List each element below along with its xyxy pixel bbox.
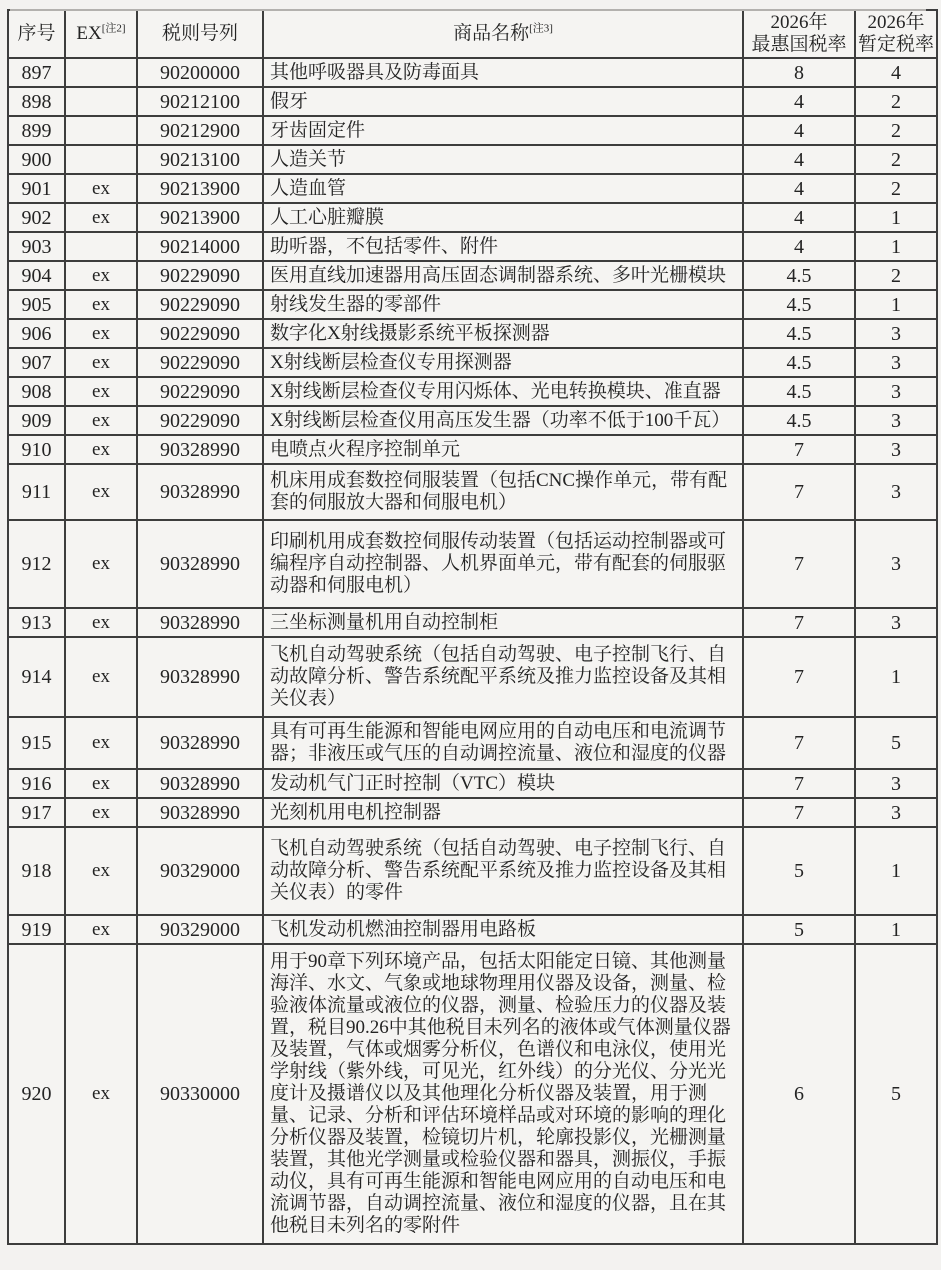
col-header-tariff-code bbox=[137, 10, 263, 58]
table-row bbox=[8, 827, 937, 915]
col-header-product-name-footnote: [注3] bbox=[529, 22, 553, 35]
row-serial: 912 bbox=[8, 520, 65, 608]
row-serial: 911 bbox=[8, 464, 65, 520]
table-row bbox=[8, 798, 937, 827]
table-row bbox=[8, 87, 937, 116]
row-ex-flag: ex bbox=[65, 717, 137, 769]
row-ex-flag bbox=[65, 87, 137, 116]
row-mfn-rate: 4 bbox=[743, 116, 855, 145]
row-mfn-rate: 7 bbox=[743, 464, 855, 520]
row-tariff-code: 90229090 bbox=[137, 290, 263, 319]
row-serial: 918 bbox=[8, 827, 65, 915]
row-ex-flag: ex bbox=[65, 608, 137, 637]
row-provisional-rate: 4 bbox=[855, 58, 937, 87]
row-tariff-code: 90213900 bbox=[137, 174, 263, 203]
row-tariff-code: 90214000 bbox=[137, 232, 263, 261]
table-row bbox=[8, 319, 937, 348]
row-ex-flag: ex bbox=[65, 915, 137, 944]
row-tariff-code: 90229090 bbox=[137, 406, 263, 435]
table-row bbox=[8, 377, 937, 406]
row-product-name: 机床用成套数控伺服装置（包括CNC操作单元，带有配套的伺服放大器和伺服电机） bbox=[263, 464, 743, 520]
row-serial: 907 bbox=[8, 348, 65, 377]
table-row bbox=[8, 769, 937, 798]
row-tariff-code: 90213900 bbox=[137, 203, 263, 232]
row-mfn-rate: 4 bbox=[743, 203, 855, 232]
row-product-name: 人造关节 bbox=[263, 145, 743, 174]
col-header-provisional-label: 暂定税率 bbox=[858, 34, 935, 55]
row-tariff-code: 90328990 bbox=[137, 769, 263, 798]
row-tariff-code: 90328990 bbox=[137, 637, 263, 717]
row-provisional-rate: 1 bbox=[855, 290, 937, 319]
row-mfn-rate: 5 bbox=[743, 915, 855, 944]
row-mfn-rate: 7 bbox=[743, 798, 855, 827]
table-row bbox=[8, 203, 937, 232]
row-product-name: 三坐标测量机用自动控制柜 bbox=[263, 608, 743, 637]
row-mfn-rate: 4 bbox=[743, 145, 855, 174]
row-product-name: 发动机气门正时控制（VTC）模块 bbox=[263, 769, 743, 798]
row-serial: 901 bbox=[8, 174, 65, 203]
row-product-name: 牙齿固定件 bbox=[263, 116, 743, 145]
col-header-mfn-rate bbox=[743, 10, 855, 58]
row-ex-flag: ex bbox=[65, 827, 137, 915]
row-provisional-rate: 3 bbox=[855, 406, 937, 435]
row-mfn-rate: 8 bbox=[743, 58, 855, 87]
row-product-name: 其他呼吸器具及防毒面具 bbox=[263, 58, 743, 87]
row-provisional-rate: 5 bbox=[855, 944, 937, 1244]
row-provisional-rate: 3 bbox=[855, 319, 937, 348]
row-serial: 915 bbox=[8, 717, 65, 769]
row-tariff-code: 90328990 bbox=[137, 608, 263, 637]
col-header-serial bbox=[8, 10, 65, 58]
row-ex-flag: ex bbox=[65, 769, 137, 798]
col-header-tariff-code-label: 税则号列 bbox=[161, 23, 238, 44]
row-ex-flag: ex bbox=[65, 174, 137, 203]
row-serial: 897 bbox=[8, 58, 65, 87]
row-serial: 902 bbox=[8, 203, 65, 232]
row-mfn-rate: 7 bbox=[743, 637, 855, 717]
row-product-name: 助听器，不包括零件、附件 bbox=[263, 232, 743, 261]
row-ex-flag: ex bbox=[65, 261, 137, 290]
col-header-ex bbox=[65, 10, 137, 58]
table-header-row bbox=[8, 10, 937, 58]
row-mfn-rate: 4.5 bbox=[743, 290, 855, 319]
col-header-mfn-label: 最惠国税率 bbox=[751, 34, 847, 55]
row-provisional-rate: 2 bbox=[855, 116, 937, 145]
row-serial: 908 bbox=[8, 377, 65, 406]
row-provisional-rate: 3 bbox=[855, 608, 937, 637]
row-mfn-rate: 4.5 bbox=[743, 319, 855, 348]
row-mfn-rate: 7 bbox=[743, 769, 855, 798]
row-mfn-rate: 6 bbox=[743, 944, 855, 1244]
row-product-name: 飞机自动驾驶系统（包括自动驾驶、电子控制飞行、自动故障分析、警告系统配平系统及推力监控设备及其相关仪表） bbox=[263, 637, 743, 717]
row-mfn-rate: 7 bbox=[743, 520, 855, 608]
row-mfn-rate: 7 bbox=[743, 608, 855, 637]
row-product-name: 射线发生器的零部件 bbox=[263, 290, 743, 319]
table-row bbox=[8, 608, 937, 637]
row-tariff-code: 90229090 bbox=[137, 377, 263, 406]
row-ex-flag: ex bbox=[65, 464, 137, 520]
row-provisional-rate: 1 bbox=[855, 915, 937, 944]
row-product-name: 具有可再生能源和智能电网应用的自动电压和电流调节器；非液压或气压的自动调控流量、液位和湿度的仪器 bbox=[263, 717, 743, 769]
row-provisional-rate: 3 bbox=[855, 348, 937, 377]
row-mfn-rate: 4 bbox=[743, 232, 855, 261]
page-top-rule bbox=[10, 9, 926, 11]
row-provisional-rate: 3 bbox=[855, 769, 937, 798]
tariff-rate-table bbox=[7, 9, 938, 1245]
row-provisional-rate: 2 bbox=[855, 145, 937, 174]
col-header-product-name-label: 商品名称 bbox=[453, 23, 530, 44]
row-ex-flag: ex bbox=[65, 377, 137, 406]
row-tariff-code: 90328990 bbox=[137, 435, 263, 464]
table-row bbox=[8, 290, 937, 319]
row-product-name: X射线断层检查仪用高压发生器（功率不低于100千瓦） bbox=[263, 406, 743, 435]
row-provisional-rate: 2 bbox=[855, 174, 937, 203]
table-row bbox=[8, 915, 937, 944]
table-row bbox=[8, 174, 937, 203]
row-provisional-rate: 1 bbox=[855, 203, 937, 232]
row-provisional-rate: 3 bbox=[855, 464, 937, 520]
row-provisional-rate: 3 bbox=[855, 377, 937, 406]
row-product-name: 人造血管 bbox=[263, 174, 743, 203]
row-product-name: 医用直线加速器用高压固态调制器系统、多叶光栅模块 bbox=[263, 261, 743, 290]
row-tariff-code: 90328990 bbox=[137, 464, 263, 520]
row-ex-flag: ex bbox=[65, 637, 137, 717]
row-product-name: 电喷点火程序控制单元 bbox=[263, 435, 743, 464]
row-serial: 910 bbox=[8, 435, 65, 464]
table-row bbox=[8, 348, 937, 377]
row-serial: 899 bbox=[8, 116, 65, 145]
table-row bbox=[8, 58, 937, 87]
row-provisional-rate: 1 bbox=[855, 232, 937, 261]
row-serial: 898 bbox=[8, 87, 65, 116]
row-ex-flag: ex bbox=[65, 290, 137, 319]
row-serial: 909 bbox=[8, 406, 65, 435]
row-serial: 913 bbox=[8, 608, 65, 637]
row-product-name: X射线断层检查仪专用探测器 bbox=[263, 348, 743, 377]
row-serial: 919 bbox=[8, 915, 65, 944]
row-tariff-code: 90329000 bbox=[137, 827, 263, 915]
table-row bbox=[8, 464, 937, 520]
row-tariff-code: 90328990 bbox=[137, 798, 263, 827]
row-product-name: 飞机自动驾驶系统（包括自动驾驶、电子控制飞行、自动故障分析、警告系统配平系统及推力监控设备及其相关仪表）的零件 bbox=[263, 827, 743, 915]
row-tariff-code: 90328990 bbox=[137, 717, 263, 769]
row-ex-flag bbox=[65, 58, 137, 87]
row-product-name: 光刻机用电机控制器 bbox=[263, 798, 743, 827]
row-serial: 905 bbox=[8, 290, 65, 319]
row-tariff-code: 90229090 bbox=[137, 319, 263, 348]
row-ex-flag bbox=[65, 145, 137, 174]
row-provisional-rate: 1 bbox=[855, 827, 937, 915]
row-provisional-rate: 3 bbox=[855, 798, 937, 827]
table-row bbox=[8, 637, 937, 717]
table-row bbox=[8, 717, 937, 769]
tariff-table-body bbox=[8, 58, 937, 1244]
row-provisional-rate: 1 bbox=[855, 637, 937, 717]
row-provisional-rate: 2 bbox=[855, 87, 937, 116]
row-ex-flag: ex bbox=[65, 520, 137, 608]
table-row bbox=[8, 145, 937, 174]
row-product-name: 假牙 bbox=[263, 87, 743, 116]
row-tariff-code: 90229090 bbox=[137, 261, 263, 290]
row-serial: 904 bbox=[8, 261, 65, 290]
row-ex-flag: ex bbox=[65, 348, 137, 377]
table-row bbox=[8, 406, 937, 435]
row-tariff-code: 90212900 bbox=[137, 116, 263, 145]
row-mfn-rate: 4 bbox=[743, 87, 855, 116]
row-tariff-code: 90200000 bbox=[137, 58, 263, 87]
row-tariff-code: 90212100 bbox=[137, 87, 263, 116]
row-product-name: 用于90章下列环境产品，包括太阳能定日镜、其他测量海洋、水文、气象或地球物理用仪器及设备，测量、检验液体流量或液位的仪器，测量、检验压力的仪器及装置，税目90.26中其他税目未列名的液体或气体测量仪器及装置，气体或烟雾分析仪，色谱仪和电泳仪，使用光学射线（紫外线，可见光，红外线）的分光仪、分光光度计及摄谱仪以及其他理化分析仪器及装置，用于测量、记录、分析和评估环境样品或对环境的影响的理化分析仪器及装置，检镜切片机，轮廓投影仪，光栅测量装置，其他光学测量或检验仪器和器具，测振仪，手振动仪，具有可再生能源和智能电网应用的自动电压和电流调节器，自动调控流量、液位和湿度的仪器，且在其他税目未列名的零附件 bbox=[263, 944, 743, 1244]
row-tariff-code: 90213100 bbox=[137, 145, 263, 174]
row-provisional-rate: 2 bbox=[855, 261, 937, 290]
row-serial: 903 bbox=[8, 232, 65, 261]
row-ex-flag bbox=[65, 116, 137, 145]
row-ex-flag: ex bbox=[65, 944, 137, 1244]
table-row bbox=[8, 435, 937, 464]
col-header-product-name bbox=[263, 10, 743, 58]
row-mfn-rate: 7 bbox=[743, 717, 855, 769]
row-tariff-code: 90330000 bbox=[137, 944, 263, 1244]
row-serial: 916 bbox=[8, 769, 65, 798]
row-ex-flag: ex bbox=[65, 319, 137, 348]
row-product-name: X射线断层检查仪专用闪烁体、光电转换模块、准直器 bbox=[263, 377, 743, 406]
table-row bbox=[8, 116, 937, 145]
row-ex-flag bbox=[65, 232, 137, 261]
row-serial: 900 bbox=[8, 145, 65, 174]
table-row bbox=[8, 944, 937, 1244]
row-product-name: 飞机发动机燃油控制器用电路板 bbox=[263, 915, 743, 944]
col-header-serial-label: 序号 bbox=[17, 23, 56, 44]
table-row bbox=[8, 261, 937, 290]
row-tariff-code: 90328990 bbox=[137, 520, 263, 608]
row-mfn-rate: 4 bbox=[743, 174, 855, 203]
row-tariff-code: 90229090 bbox=[137, 348, 263, 377]
table-row bbox=[8, 520, 937, 608]
row-mfn-rate: 4.5 bbox=[743, 377, 855, 406]
row-mfn-rate: 5 bbox=[743, 827, 855, 915]
row-provisional-rate: 5 bbox=[855, 717, 937, 769]
row-serial: 906 bbox=[8, 319, 65, 348]
row-ex-flag: ex bbox=[65, 203, 137, 232]
row-product-name: 数字化X射线摄影系统平板探测器 bbox=[263, 319, 743, 348]
col-header-ex-label: EX bbox=[76, 23, 102, 44]
row-provisional-rate: 3 bbox=[855, 435, 937, 464]
col-header-provisional-year: 2026年 bbox=[867, 12, 925, 33]
col-header-mfn-year: 2026年 bbox=[770, 12, 828, 33]
row-product-name: 人工心脏瓣膜 bbox=[263, 203, 743, 232]
row-ex-flag: ex bbox=[65, 798, 137, 827]
col-header-ex-footnote: [注2] bbox=[101, 22, 126, 35]
row-mfn-rate: 4.5 bbox=[743, 406, 855, 435]
row-tariff-code: 90329000 bbox=[137, 915, 263, 944]
row-mfn-rate: 7 bbox=[743, 435, 855, 464]
row-ex-flag: ex bbox=[65, 406, 137, 435]
row-serial: 920 bbox=[8, 944, 65, 1244]
row-product-name: 印刷机用成套数控伺服传动装置（包括运动控制器或可编程序自动控制器、人机界面单元，带有配套的伺服驱动器和伺服电机） bbox=[263, 520, 743, 608]
row-ex-flag: ex bbox=[65, 435, 137, 464]
row-mfn-rate: 4.5 bbox=[743, 261, 855, 290]
col-header-provisional-rate bbox=[855, 10, 937, 58]
row-provisional-rate: 3 bbox=[855, 520, 937, 608]
row-mfn-rate: 4.5 bbox=[743, 348, 855, 377]
row-serial: 914 bbox=[8, 637, 65, 717]
row-serial: 917 bbox=[8, 798, 65, 827]
table-row bbox=[8, 232, 937, 261]
